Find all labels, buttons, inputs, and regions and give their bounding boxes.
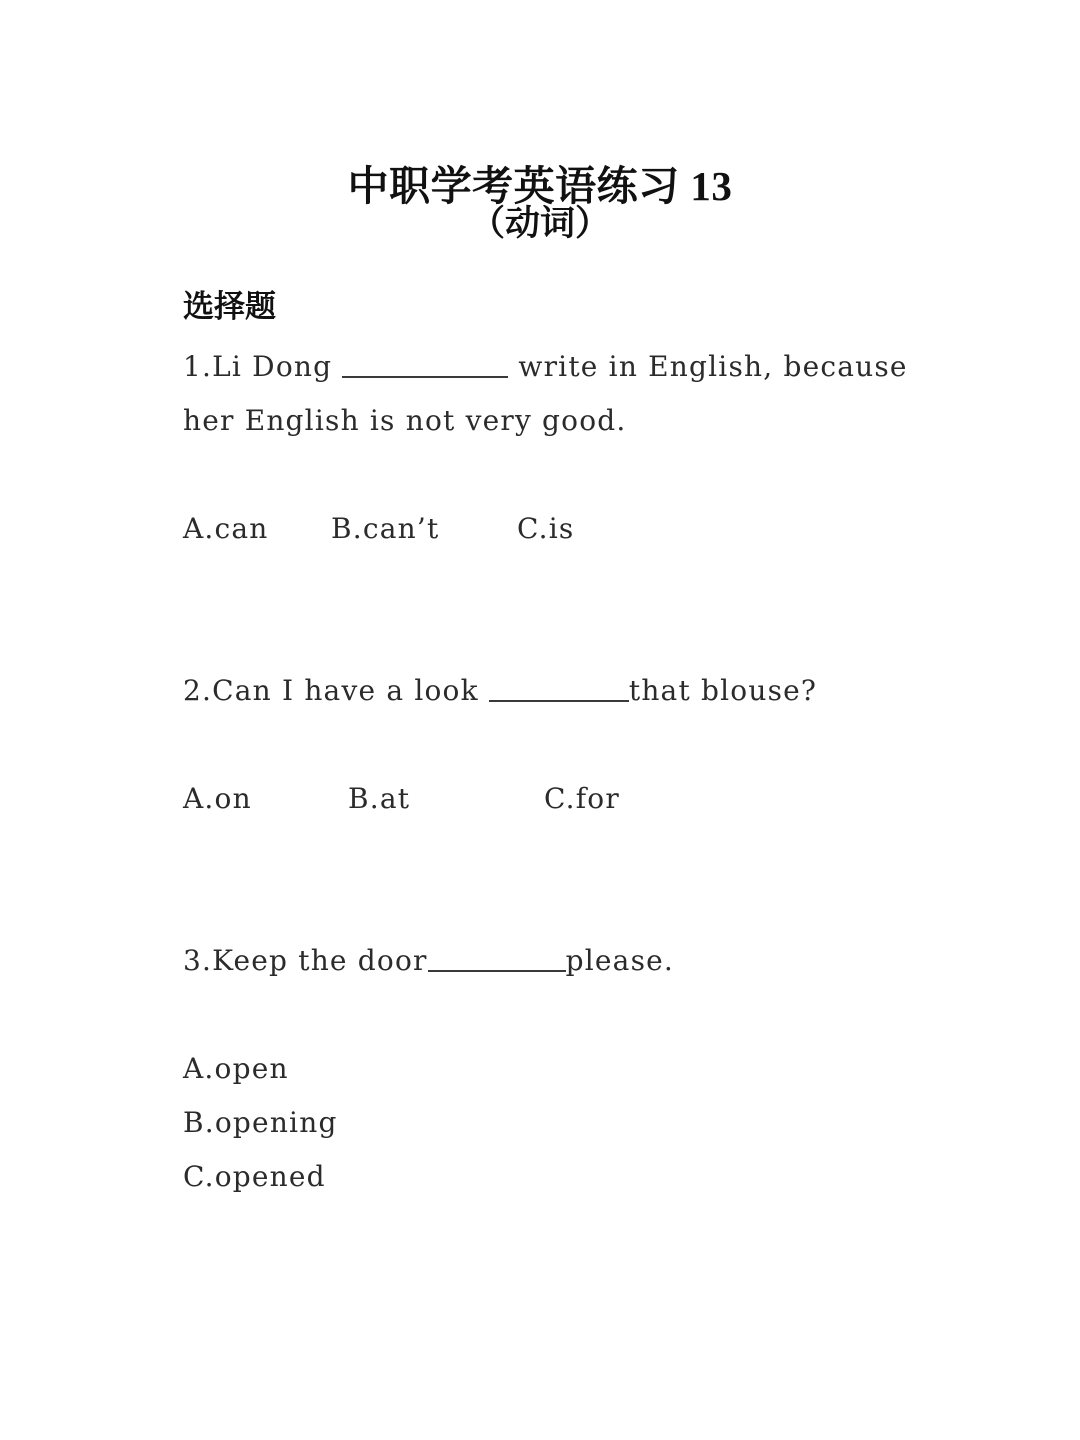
question-1-options: [183, 502, 943, 556]
question-3-options: [183, 1042, 943, 1204]
question-3-option-b[interactable]: B.opening: [183, 1106, 338, 1139]
question-3: [183, 934, 943, 988]
question-3-stem: [183, 934, 943, 988]
question-1-option-a[interactable]: A.can: [183, 512, 269, 545]
spacer: [183, 988, 943, 1042]
question-2-blank[interactable]: [489, 674, 629, 702]
page-title: 中职学考英语练习 13: [347, 163, 733, 210]
question-2-stem-after-blank: that blouse?: [628, 674, 818, 707]
question-3-option-c[interactable]: C.opened: [183, 1160, 326, 1193]
question-1-option-b[interactable]: B.can’t: [331, 512, 440, 545]
question-1: [183, 340, 943, 448]
questions-container: [183, 340, 943, 1204]
question-2-option-a[interactable]: A.on: [183, 782, 252, 815]
spacer: [183, 556, 943, 664]
question-3-blank[interactable]: [428, 944, 566, 972]
question-2-option-b[interactable]: B.at: [348, 782, 411, 815]
question-2-stem-before-blank: 2.Can I have a look: [183, 674, 489, 707]
question-1-stem-line-1: [183, 340, 943, 394]
spacer: [183, 718, 943, 772]
spacer: [183, 448, 943, 502]
question-1-stem-after-blank: write in English, because: [508, 350, 908, 383]
page-subtitle: （动词）: [469, 204, 610, 243]
question-2-option-c[interactable]: C.for: [544, 782, 620, 815]
question-1-stem-line-2: her English is not very good.: [183, 404, 627, 437]
spacer: [183, 826, 943, 934]
question-3-stem-after-blank: please.: [565, 944, 675, 977]
question-3-option-a[interactable]: A.open: [183, 1052, 289, 1085]
question-2-stem: [183, 664, 943, 718]
question-1-stem-before-blank: 1.Li Dong: [183, 350, 343, 383]
question-2-options: [183, 772, 943, 826]
question-1-option-c[interactable]: C.is: [517, 512, 575, 545]
question-3-stem-before-blank: 3.Keep the door: [183, 944, 428, 977]
question-1-blank[interactable]: [342, 350, 508, 378]
section-header-multiple-choice: 选择题: [183, 289, 276, 324]
question-2: [183, 664, 943, 718]
